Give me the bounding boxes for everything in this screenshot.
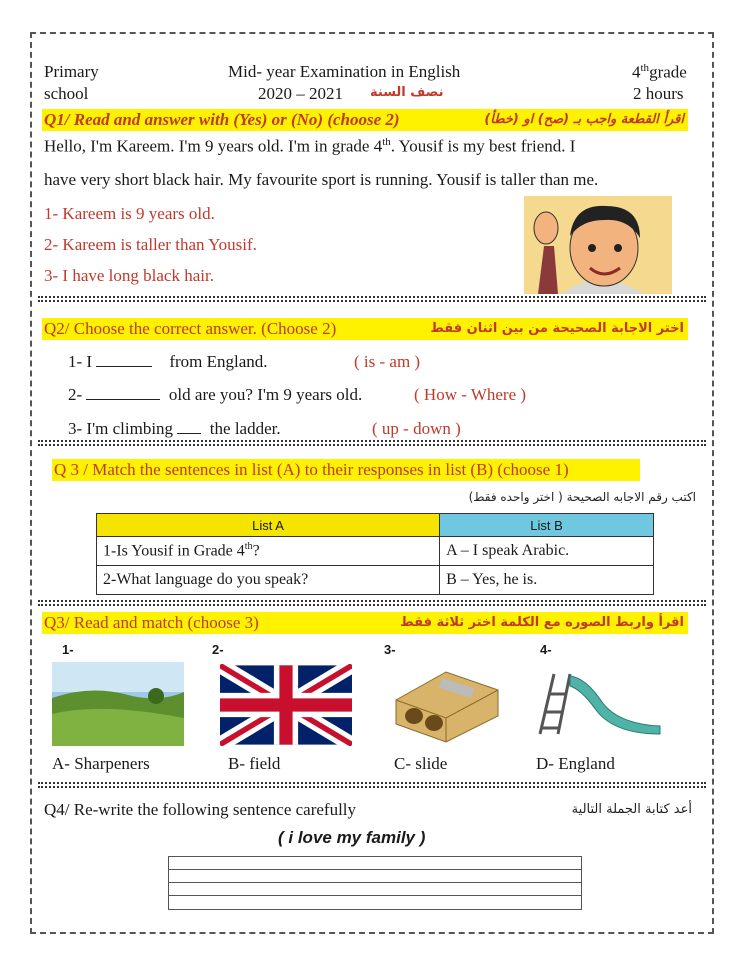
word-option: C- slide [394,754,448,773]
q2-choices-1: ( is - am ) [354,352,421,371]
q1-title: Q1/ Read and answer with (Yes) or (No) (choose 2) [44,110,400,129]
word-option: D- England [536,754,615,773]
list-a-header: List A [97,514,440,537]
picture-number: 1- [62,642,74,657]
boy-waving-picture [524,196,672,294]
separator [38,296,706,302]
list-a-item-2: 2-What language do you speak? [97,566,440,595]
picture-number: 2- [212,642,224,657]
exam-year: 2020 – 2021 [258,84,343,103]
table-row [97,537,654,566]
exam-title: Mid- year Examination in English [228,62,461,81]
q4-arabic-instruction: أعد كتابة الجملة التالية [571,802,692,817]
word-option: A- Sharpeners [52,754,150,773]
field-picture [52,662,184,746]
q3-title: Q 3 / Match the sentences in list (A) to their responses in list (B) (choose 1) [54,460,569,479]
q1-passage-line2: have very short black hair. My favourite sport is running. Yousif is taller than me. [44,170,599,189]
page-border [30,32,714,934]
header-school-line2: school [44,84,89,103]
grade-label: 4thgrade [632,62,687,82]
q2-title: Q2/ Choose the correct answer. (Choose 2) [44,319,337,338]
q1-item: 2- Kareem is taller than Yousif. [44,235,257,254]
picture-number: 3- [384,642,396,657]
separator [38,782,706,788]
separator [38,600,706,606]
q1-passage-line1: Hello, I'm Kareem. I'm 9 years old. I'm in grade 4th. Yousif is my best friend. I [44,136,576,156]
list-b-item-a: A – I speak Arabic. [440,537,654,566]
q2-item-3: 3- I'm climbing the ladder. [68,419,281,438]
q3-title-bar [52,459,640,481]
list-b-item-b: B – Yes, he is. [440,566,654,595]
q1-title-bar [42,109,688,131]
q3b-title-bar [42,612,688,634]
q1-arabic-instruction: اقرأ القطعة واجب بـ (صح) او (خطأ) [484,112,684,127]
q3-arabic-instruction: اكتب رقم الاجابه الصحيحة ( اختر واحده فقط) [468,490,696,504]
table-row [97,566,654,595]
writing-lines[interactable] [168,856,582,910]
q3b-arabic-instruction: اقرأ واربط الصوره مع الكلمة اختر ثلاثة فقط [400,615,684,630]
slide-picture [536,668,664,736]
exam-duration: 2 hours [633,84,684,103]
uk-flag-picture [220,664,352,746]
q2-choices-3: ( up - down ) [372,419,461,438]
q2-title-bar [42,318,688,340]
q4-sentence: ( i love my family ) [278,828,426,847]
header-school-line1: Primary [44,62,99,81]
q1-item: 3- I have long black hair. [44,266,214,285]
separator [38,440,706,446]
list-a-item-1: 1-Is Yousif in Grade 4th? [97,537,440,566]
picture-number: 4- [540,642,552,657]
q3b-title: Q3/ Read and match (choose 3) [44,613,259,632]
q4-title: Q4/ Re-write the following sentence carefully [44,800,357,819]
q2-choices-2: ( How - Where ) [414,385,527,404]
word-option: B- field [228,754,281,773]
q1-item: 1- Kareem is 9 years old. [44,204,215,223]
exam-term-arabic: نصف السنة [370,85,444,100]
q2-item-1: 1- I from England. [68,352,268,371]
match-table [96,513,654,595]
q2-arabic-instruction: اختر الاجابة الصحيحة من بين اثنان فقط [430,321,684,336]
q2-item-2: 2- old are you? I'm 9 years old. [68,385,363,404]
sharpener-picture [386,660,506,744]
list-b-header: List B [440,514,654,537]
